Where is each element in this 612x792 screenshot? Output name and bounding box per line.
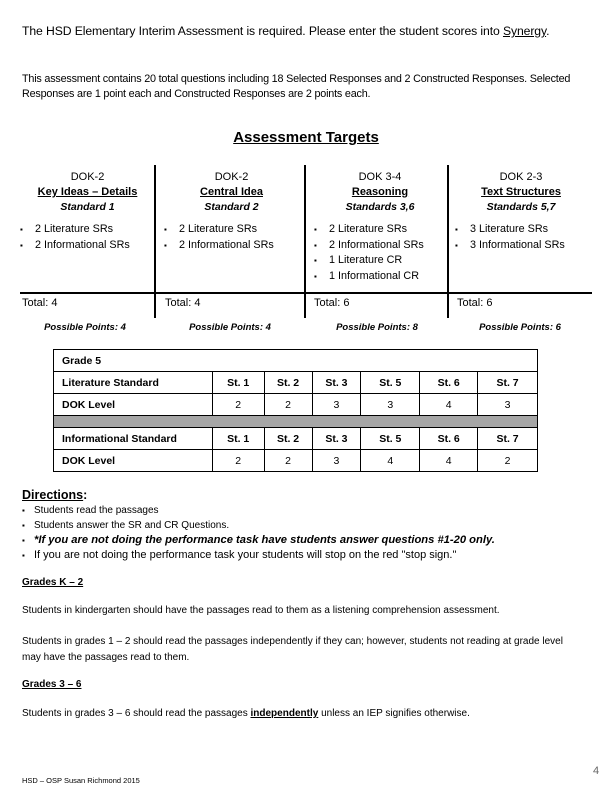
row-label: Informational Standard bbox=[54, 428, 213, 450]
directions-list bbox=[22, 503, 602, 563]
total-label: Total: 4 bbox=[22, 297, 58, 309]
column-divider bbox=[447, 165, 449, 318]
standard-cell: St. 5 bbox=[361, 372, 420, 394]
directions-colon: : bbox=[83, 488, 88, 502]
dok-cell: 3 bbox=[312, 394, 361, 416]
grades-k2-paragraph-1: Students in kindergarten should have the passages read to them as a listening comprehension assessment. bbox=[22, 605, 500, 616]
dok-cell: 2 bbox=[212, 450, 264, 472]
target-name: Key Ideas – Details bbox=[37, 186, 138, 198]
dok-label: DOK-2 bbox=[214, 171, 249, 183]
intro-text bbox=[22, 24, 582, 38]
target-name: Text Structures bbox=[481, 186, 561, 198]
possible-points: Possible Points: 6 bbox=[479, 322, 561, 333]
totals-divider bbox=[20, 292, 592, 294]
table-row bbox=[54, 372, 538, 394]
target-items bbox=[164, 222, 299, 253]
dok-cell: 3 bbox=[312, 450, 361, 472]
target-item: ▪ 3 Literature SRs bbox=[455, 222, 587, 238]
direction-item: ▪ If you are not doing the performance task your students will stop on the red "stop sign." bbox=[22, 548, 602, 563]
target-items bbox=[314, 222, 446, 284]
dok-cell: 3 bbox=[478, 394, 538, 416]
total-label: Total: 4 bbox=[165, 297, 201, 309]
row-label: DOK Level bbox=[54, 450, 213, 472]
target-item: ▪ 2 Informational SRs bbox=[20, 238, 155, 254]
grades-k2-paragraph-2: Students in grades 1 – 2 should read the passages independently if they can; however, students not reading at grade level may have the passages read to them. bbox=[22, 636, 563, 663]
target-items bbox=[455, 222, 587, 253]
table-title-row bbox=[54, 350, 538, 372]
paragraph-text: unless an IEP signifies otherwise. bbox=[318, 708, 470, 719]
standard-cell: St. 2 bbox=[264, 372, 312, 394]
target-item: ▪ 3 Informational SRs bbox=[455, 238, 587, 254]
dok-label: DOK 2-3 bbox=[499, 171, 543, 183]
target-name: Reasoning bbox=[351, 186, 409, 198]
dok-cell: 4 bbox=[420, 450, 478, 472]
intro-sentence: The HSD Elementary Interim Assessment is required. Please enter the student scores into bbox=[22, 24, 503, 38]
standard-cell: St. 5 bbox=[361, 428, 420, 450]
standard-cell: St. 2 bbox=[264, 428, 312, 450]
standard-cell: St. 7 bbox=[478, 372, 538, 394]
direction-item: ▪ Students answer the SR and CR Questions. bbox=[22, 518, 602, 533]
footer-text: HSD – OSP Susan Richmond 2015 bbox=[22, 776, 140, 785]
table-row bbox=[54, 428, 538, 450]
standard-cell: St. 3 bbox=[312, 372, 361, 394]
dok-cell: 4 bbox=[420, 394, 478, 416]
table-row bbox=[54, 450, 538, 472]
direction-item-emphasis: ▪ *If you are not doing the performance task have students answer questions #1-20 only. bbox=[22, 533, 602, 548]
targets-title: Assessment Targets bbox=[233, 129, 379, 146]
target-name: Central Idea bbox=[200, 186, 263, 198]
row-label: DOK Level bbox=[54, 394, 213, 416]
dok-cell: 2 bbox=[478, 450, 538, 472]
target-column-text-structures bbox=[455, 170, 587, 253]
grade-title: Grade 5 bbox=[54, 350, 538, 372]
column-divider bbox=[304, 165, 306, 318]
possible-points: Possible Points: 4 bbox=[44, 322, 126, 333]
possible-points: Possible Points: 4 bbox=[189, 322, 271, 333]
dok-cell: 4 bbox=[361, 450, 420, 472]
target-item: ▪ 2 Literature SRs bbox=[314, 222, 446, 238]
column-divider bbox=[154, 165, 156, 318]
direction-item: ▪ Students read the passages bbox=[22, 503, 602, 518]
grades-36-paragraph bbox=[22, 706, 582, 722]
target-item: ▪ 2 Literature SRs bbox=[164, 222, 299, 238]
standard-cell: St. 6 bbox=[420, 428, 478, 450]
dok-cell: 2 bbox=[264, 394, 312, 416]
target-item: ▪ 2 Literature SRs bbox=[20, 222, 155, 238]
directions-heading bbox=[22, 488, 87, 502]
target-item: ▪ 2 Informational SRs bbox=[164, 238, 299, 254]
target-column-key-ideas bbox=[20, 170, 155, 253]
row-label: Literature Standard bbox=[54, 372, 213, 394]
dok-cell: 2 bbox=[264, 450, 312, 472]
standard-cell: St. 7 bbox=[478, 428, 538, 450]
target-item: ▪ 2 Informational SRs bbox=[314, 238, 446, 254]
page-number: 4 bbox=[593, 765, 600, 777]
dok-label: DOK 3-4 bbox=[358, 171, 402, 183]
target-item: ▪ 1 Literature CR bbox=[314, 253, 446, 269]
total-label: Total: 6 bbox=[314, 297, 350, 309]
intro-suffix: . bbox=[546, 24, 550, 38]
table-row bbox=[54, 394, 538, 416]
standard-cell: St. 1 bbox=[212, 372, 264, 394]
target-column-central-idea bbox=[164, 170, 299, 253]
dok-cell: 3 bbox=[361, 394, 420, 416]
standard-label: Standards 5,7 bbox=[486, 201, 556, 213]
standard-label: Standard 2 bbox=[204, 201, 259, 213]
standard-label: Standards 3,6 bbox=[345, 201, 415, 213]
grades-36-heading: Grades 3 – 6 bbox=[22, 679, 82, 690]
grades-k2-heading: Grades K – 2 bbox=[22, 577, 84, 588]
total-label: Total: 6 bbox=[457, 297, 493, 309]
standard-cell: St. 3 bbox=[312, 428, 361, 450]
grade-5-table bbox=[53, 349, 538, 472]
target-column-reasoning bbox=[314, 170, 446, 284]
assessment-description: This assessment contains 20 total questions including 18 Selected Responses and 2 Constructed Responses. Selected Responses are 1 point each and Constructed Responses are 2 points each. bbox=[22, 73, 571, 100]
independently-emphasis: independently bbox=[250, 708, 319, 719]
possible-points: Possible Points: 8 bbox=[336, 322, 418, 333]
target-item: ▪ 1 Informational CR bbox=[314, 269, 446, 285]
paragraph-text: Students in grades 3 – 6 should read the passages bbox=[22, 708, 251, 719]
standard-cell: St. 6 bbox=[420, 372, 478, 394]
standard-cell: St. 1 bbox=[212, 428, 264, 450]
separator-row bbox=[54, 416, 538, 428]
directions-title: Directions bbox=[22, 488, 84, 502]
standard-label: Standard 1 bbox=[60, 201, 115, 213]
dok-label: DOK-2 bbox=[70, 171, 105, 183]
separator-cell bbox=[54, 416, 538, 428]
synergy-link[interactable]: Synergy bbox=[502, 24, 547, 38]
dok-cell: 2 bbox=[212, 394, 264, 416]
target-items bbox=[20, 222, 155, 253]
